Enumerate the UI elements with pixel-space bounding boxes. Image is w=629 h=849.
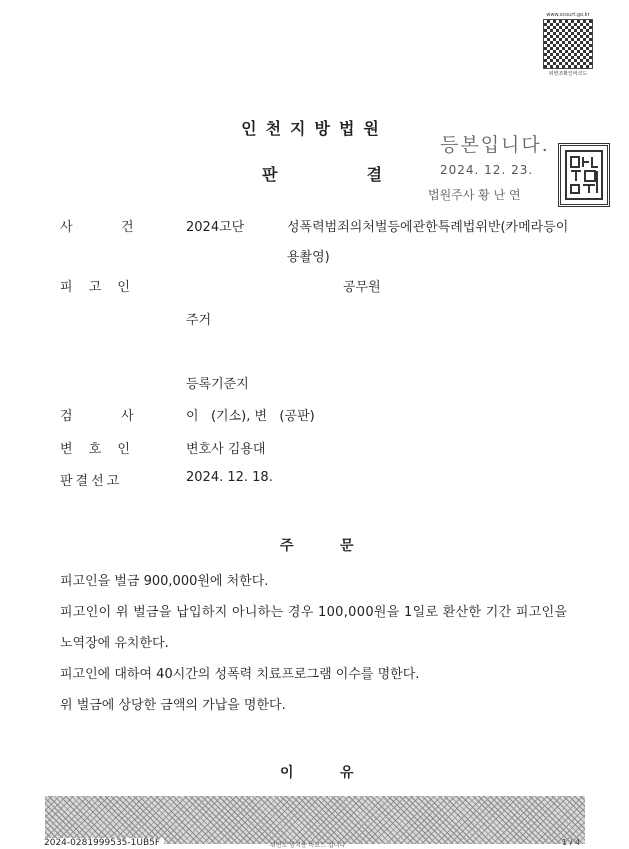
order-line: 피고인을 벌금 900,000원에 처한다. [60,574,269,589]
order-line: 노역장에 유치한다. [60,636,169,651]
verdict-label: 판결선고 [60,474,123,489]
order-line: 위 벌금에 상당한 금액의 가납을 명한다. [60,698,286,713]
document-id: 2024-0281999535-1UB5F [44,838,164,848]
document-title [262,162,382,185]
certified-copy-date: 2024. 12. 23. [440,163,534,177]
address-label: 주거 [186,313,212,328]
page-number: 1 / 4 [562,838,580,847]
order-line: 피고인이 위 벌금을 납입하지 아니하는 경우 100,000원을 1일로 환산한 기간 피고인을 [60,605,568,620]
court-seal-icon [558,143,610,207]
qr-caption: 위변조확인바코드 [548,71,588,77]
certified-copy-clerk: 법원주사 황 난 연 [428,188,521,202]
title-left: 판 [262,165,278,184]
prosecutor-label-1: 검 [60,409,73,424]
title-right: 결 [366,165,383,184]
prosecutor-label-2: 사 [121,409,134,424]
reason-title-right: 유 [340,765,354,781]
counsel-value: 변호사 김용대 [186,442,266,457]
defendant-label: 피 고 인 [60,280,136,295]
qr-url: www.scourt.go.kr [546,12,590,18]
case-name-line-2: 용촬영) [287,250,330,265]
qr-code-icon[interactable] [543,19,593,69]
footer-note: 위변조 방지용 바코드 입니다 [270,842,346,849]
order-title-left: 주 [280,538,294,554]
case-label-1: 사 [60,220,73,235]
case-number: 2024고단 [186,220,245,235]
security-barcode-band [45,796,585,844]
order-title-right: 문 [340,538,354,554]
counsel-label: 변 호 인 [60,442,136,457]
verification-qr-block [537,12,599,77]
reason-title-left: 이 [280,765,294,781]
defendant-occupation: 공무원 [343,280,381,295]
prosecutor-value: 이 (기소), 변 (공판) [186,409,315,424]
registry-label: 등록기준지 [186,377,249,392]
court-name: 인천지방법원 [241,119,388,138]
case-label-2: 건 [121,220,134,235]
certified-copy-stamp: 등본입니다. [440,134,550,156]
case-name-line-1: 성폭력범죄의처벌등에관한특례법위반(카메라등이 [287,220,569,235]
verdict-date: 2024. 12. 18. [186,470,273,485]
order-line: 피고인에 대하여 40시간의 성폭력 치료프로그램 이수를 명한다. [60,667,420,682]
